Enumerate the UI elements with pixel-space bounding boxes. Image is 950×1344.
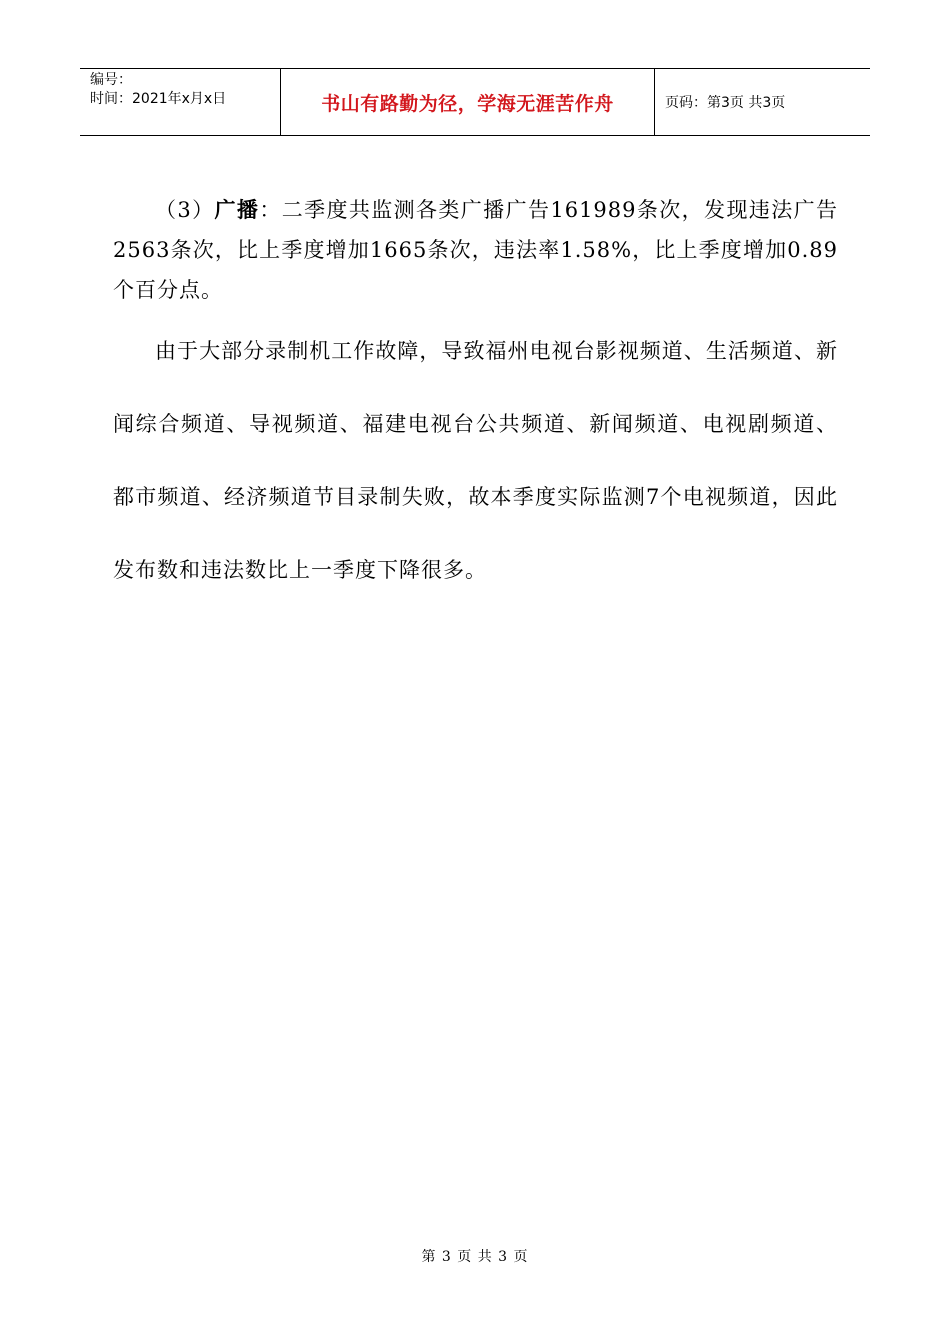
section-number: （3）: [155, 198, 215, 222]
date-label: 时间：2021年x月x日: [90, 91, 227, 107]
header-motto-cell: [281, 69, 655, 135]
document-header: [80, 68, 870, 136]
header-page-cell: [655, 69, 870, 135]
page-code-label: 页码：第3页 共3页: [665, 95, 786, 111]
document-body: [113, 190, 838, 607]
motto-text: 书山有路勤为径，学海无涯苦作舟: [321, 92, 614, 115]
paragraph-radio: [113, 190, 838, 310]
paragraph-note: 由于大部分录制机工作故障，导致福州电视台影视频道、生活频道、新闻综合频道、导视频道、福建电视台公共频道、新闻频道、电视剧频道、都市频道、经济频道节目录制失败，故本季度实际监测7个电视频道，因此发布数和违法数比上一季度下降很多。: [113, 339, 838, 582]
section-label: 广播: [214, 198, 260, 222]
header-meta-cell: [80, 69, 281, 135]
serial-number-label: 编号：: [90, 72, 132, 88]
paragraph-text: ：二季度共监测各类广播广告161989条次，发现违法广告2563条次，比上季度增加1665条次，违法率1.58%，比上季度增加0.89个百分点。: [113, 198, 838, 302]
page-footer: 第 3 页 共 3 页: [421, 1249, 529, 1265]
